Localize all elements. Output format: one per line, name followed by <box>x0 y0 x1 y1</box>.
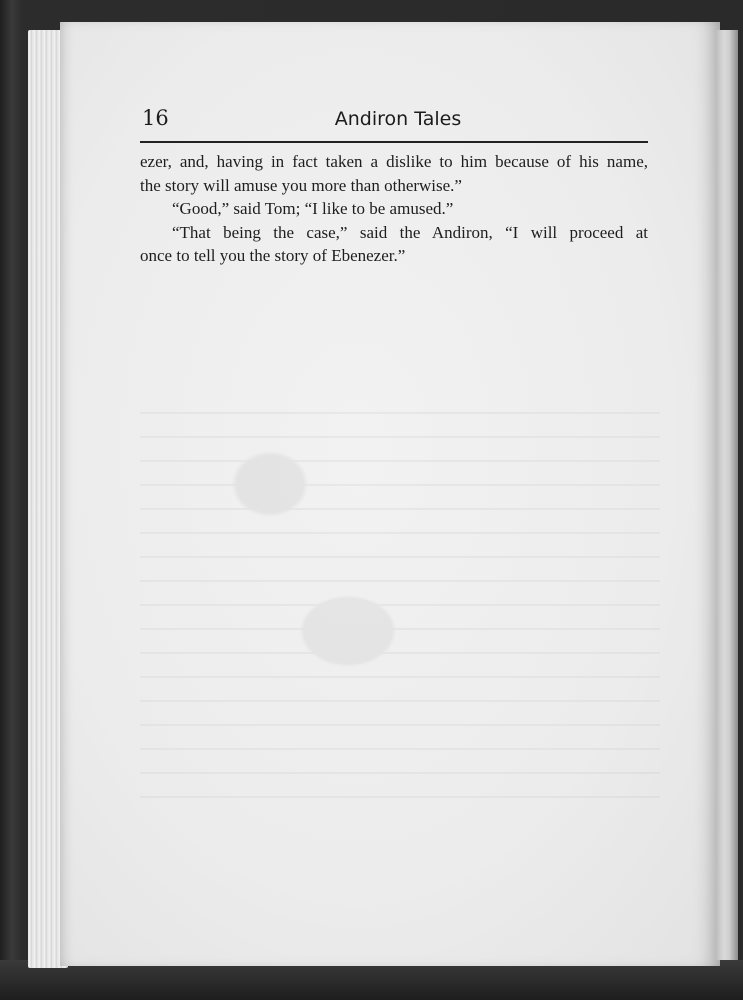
text-line: “That being the case,” said the Andiron, “I will proceed at <box>172 222 648 242</box>
text-line: once to tell you the story of Ebenezer.” <box>140 246 406 265</box>
page-number: 16 <box>142 106 169 130</box>
body-text <box>140 150 648 268</box>
book-cover-edge <box>0 960 743 1000</box>
book-gutter <box>716 30 738 960</box>
page-header <box>140 104 648 140</box>
text-line: the story will amuse you more than otherwise.” <box>140 175 462 195</box>
header-rule <box>140 141 648 143</box>
running-title: Andiron Tales <box>334 108 462 130</box>
show-through-illustration <box>140 400 660 820</box>
text-line: “Good,” said Tom; “I like to be amused.” <box>172 199 454 218</box>
text-line: ezer, and, having in fact taken a dislike to him because of his name, <box>140 152 648 171</box>
